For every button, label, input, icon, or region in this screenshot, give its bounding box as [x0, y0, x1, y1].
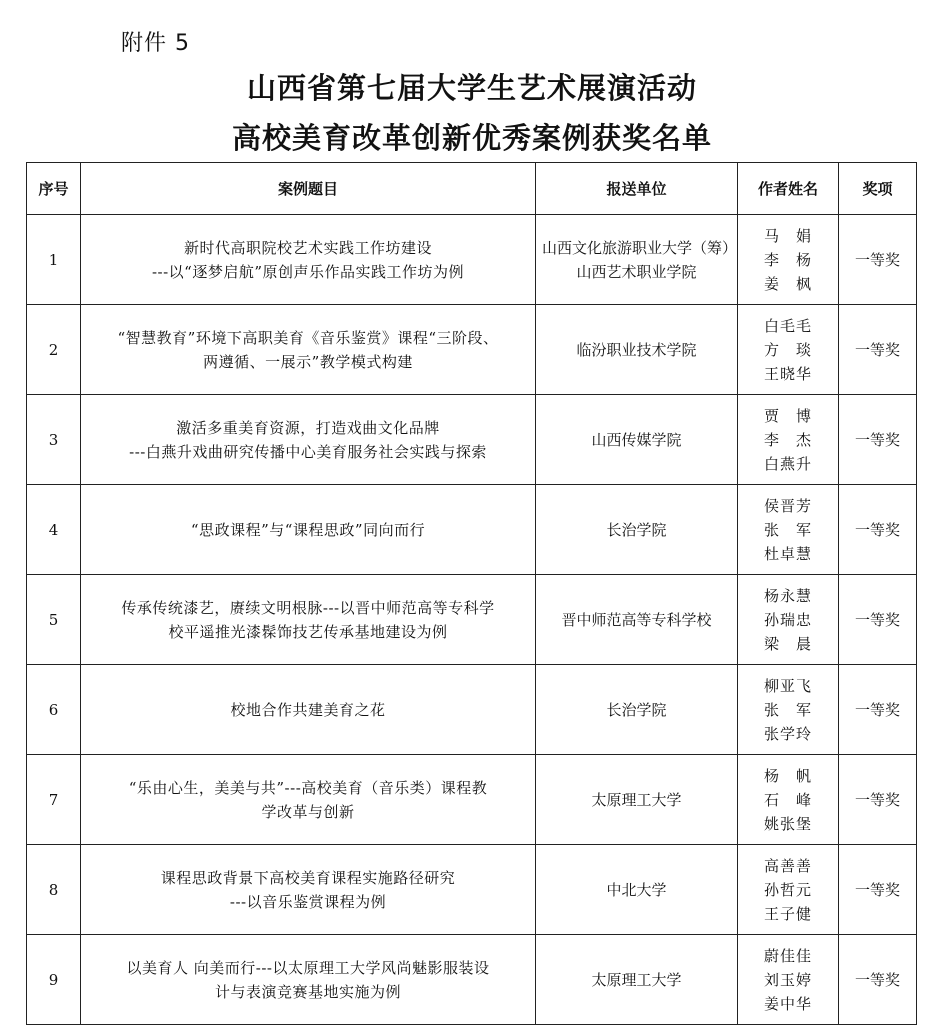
submitting-unit-line: 太原理工大学 [591, 790, 682, 809]
case-title-cell [81, 845, 536, 935]
submitting-unit-cell [536, 575, 738, 665]
submitting-unit-line: 临汾职业技术学院 [576, 340, 697, 359]
row-number: 1 [27, 215, 81, 305]
column-header-case-title: 案例题目 [81, 163, 536, 215]
author-name: 杨永慧 [763, 586, 812, 605]
case-title-cell [81, 665, 536, 755]
table-row [27, 845, 917, 935]
award-cell: 一等奖 [839, 305, 917, 395]
case-title-line: 新时代高职院校艺术实践工作坊建设 [183, 238, 432, 257]
author-name: 王晓华 [763, 364, 812, 383]
submitting-unit-line: 中北大学 [606, 880, 667, 899]
document-title-line1: 山西省第七届大学生艺术展演活动 [246, 71, 697, 105]
authors-cell [738, 305, 839, 395]
case-title-line: 激活多重美育资源，打造戏曲文化品牌 [176, 418, 440, 437]
submitting-unit-cell [536, 395, 738, 485]
submitting-unit-line: 晋中师范高等专科学校 [561, 610, 712, 629]
table-header-row [27, 163, 917, 215]
author-name: 梁 晨 [763, 634, 812, 653]
case-title-line: 传承传统漆艺，赓续文明根脉---以晋中师范高等专科学 [121, 598, 495, 617]
case-title-cell [81, 485, 536, 575]
author-name: 姜 枫 [763, 274, 812, 293]
author-name: 杜卓慧 [763, 544, 812, 563]
row-number: 8 [27, 845, 81, 935]
case-title-line: ---白燕升戏曲研究传播中心美育服务社会实践与探索 [129, 442, 487, 461]
case-title-line: 学改革与创新 [261, 802, 355, 821]
author-name: 贾 博 [763, 406, 812, 425]
award-cell: 一等奖 [839, 665, 917, 755]
author-name: 石 峰 [763, 790, 812, 809]
authors-cell [738, 845, 839, 935]
author-name: 王子健 [763, 904, 812, 923]
submitting-unit-line: 长治学院 [606, 520, 667, 539]
author-name: 蔚佳佳 [763, 946, 812, 965]
document-title-line2: 高校美育改革创新优秀案例获奖名单 [231, 121, 712, 155]
row-number: 4 [27, 485, 81, 575]
attachment-label: 附件 5 [121, 31, 190, 56]
authors-cell [738, 755, 839, 845]
column-header-award: 奖项 [839, 163, 917, 215]
author-name: 姜中华 [763, 994, 812, 1013]
column-header-unit: 报送单位 [536, 163, 738, 215]
authors-cell [738, 575, 839, 665]
authors-cell [738, 935, 839, 1025]
awards-table [26, 162, 917, 1025]
case-title-cell [81, 305, 536, 395]
submitting-unit-cell [536, 305, 738, 395]
table-body [27, 215, 917, 1025]
submitting-unit-line: 太原理工大学 [591, 970, 682, 989]
submitting-unit-cell [536, 845, 738, 935]
case-title-line: 两遵循、一展示”教学模式构建 [203, 352, 413, 371]
authors-cell [738, 215, 839, 305]
row-number: 6 [27, 665, 81, 755]
table-row [27, 665, 917, 755]
table-row [27, 755, 917, 845]
row-number: 7 [27, 755, 81, 845]
author-name: 姚张堡 [763, 814, 812, 833]
author-name: 杨 帆 [763, 766, 812, 785]
submitting-unit-cell [536, 665, 738, 755]
case-title-line: “乐由心生，美美与共”---高校美育（音乐类）课程教 [128, 778, 488, 797]
author-name: 李 杨 [763, 250, 812, 269]
case-title-line: 校平遥推光漆髹饰技艺传承基地建设为例 [168, 622, 448, 641]
table-row [27, 575, 917, 665]
case-title-cell [81, 395, 536, 485]
case-title-line: ---以“逐梦启航”原创声乐作品实践工作坊为例 [151, 262, 465, 281]
submitting-unit-line: 山西文化旅游职业大学（筹） [542, 238, 738, 257]
author-name: 李 杰 [763, 430, 812, 449]
case-title-line: “思政课程”与“课程思政”同向而行 [190, 520, 426, 539]
author-name: 高善善 [763, 856, 812, 875]
authors-cell [738, 395, 839, 485]
authors-cell [738, 665, 839, 755]
case-title-line: “智慧教育”环境下高职美育《音乐鉴赏》课程“三阶段、 [117, 328, 499, 347]
author-name: 刘玉婷 [763, 970, 812, 989]
case-title-cell [81, 575, 536, 665]
case-title-line: 以美育人 向美而行---以太原理工大学风尚魅影服装设 [126, 958, 490, 977]
submitting-unit-line: 山西艺术职业学院 [576, 262, 697, 281]
case-title-cell [81, 755, 536, 845]
case-title-cell [81, 215, 536, 305]
column-header-authors: 作者姓名 [738, 163, 839, 215]
submitting-unit-line: 长治学院 [606, 700, 667, 719]
author-name: 白燕升 [763, 454, 812, 473]
submitting-unit-cell [536, 755, 738, 845]
table-row [27, 935, 917, 1025]
row-number: 2 [27, 305, 81, 395]
award-cell: 一等奖 [839, 575, 917, 665]
author-name: 张 军 [763, 700, 812, 719]
author-name: 张 军 [763, 520, 812, 539]
table-row [27, 215, 917, 305]
row-number: 9 [27, 935, 81, 1025]
author-name: 白毛毛 [763, 316, 812, 335]
award-cell: 一等奖 [839, 845, 917, 935]
award-cell: 一等奖 [839, 485, 917, 575]
row-number: 5 [27, 575, 81, 665]
author-name: 方 琰 [763, 340, 812, 359]
case-title-line: 计与表演竞赛基地实施为例 [214, 982, 401, 1001]
case-title-line: 课程思政背景下高校美育课程实施路径研究 [160, 868, 456, 887]
award-cell: 一等奖 [839, 755, 917, 845]
authors-cell [738, 485, 839, 575]
row-number: 3 [27, 395, 81, 485]
author-name: 张学玲 [763, 724, 812, 743]
table-row [27, 305, 917, 395]
author-name: 马 娟 [763, 226, 812, 245]
table-row [27, 395, 917, 485]
case-title-line: 校地合作共建美育之花 [230, 700, 386, 719]
table-row [27, 485, 917, 575]
submitting-unit-line: 山西传媒学院 [591, 430, 682, 449]
submitting-unit-cell [536, 215, 738, 305]
author-name: 柳亚飞 [763, 676, 812, 695]
author-name: 孙哲元 [763, 880, 812, 899]
submitting-unit-cell [536, 485, 738, 575]
award-cell: 一等奖 [839, 935, 917, 1025]
case-title-cell [81, 935, 536, 1025]
award-cell: 一等奖 [839, 395, 917, 485]
submitting-unit-cell [536, 935, 738, 1025]
author-name: 孙瑞忠 [763, 610, 812, 629]
author-name: 侯晋芳 [763, 496, 812, 515]
case-title-line: ---以音乐鉴赏课程为例 [229, 892, 387, 911]
column-header-no: 序号 [27, 163, 81, 215]
award-cell: 一等奖 [839, 215, 917, 305]
